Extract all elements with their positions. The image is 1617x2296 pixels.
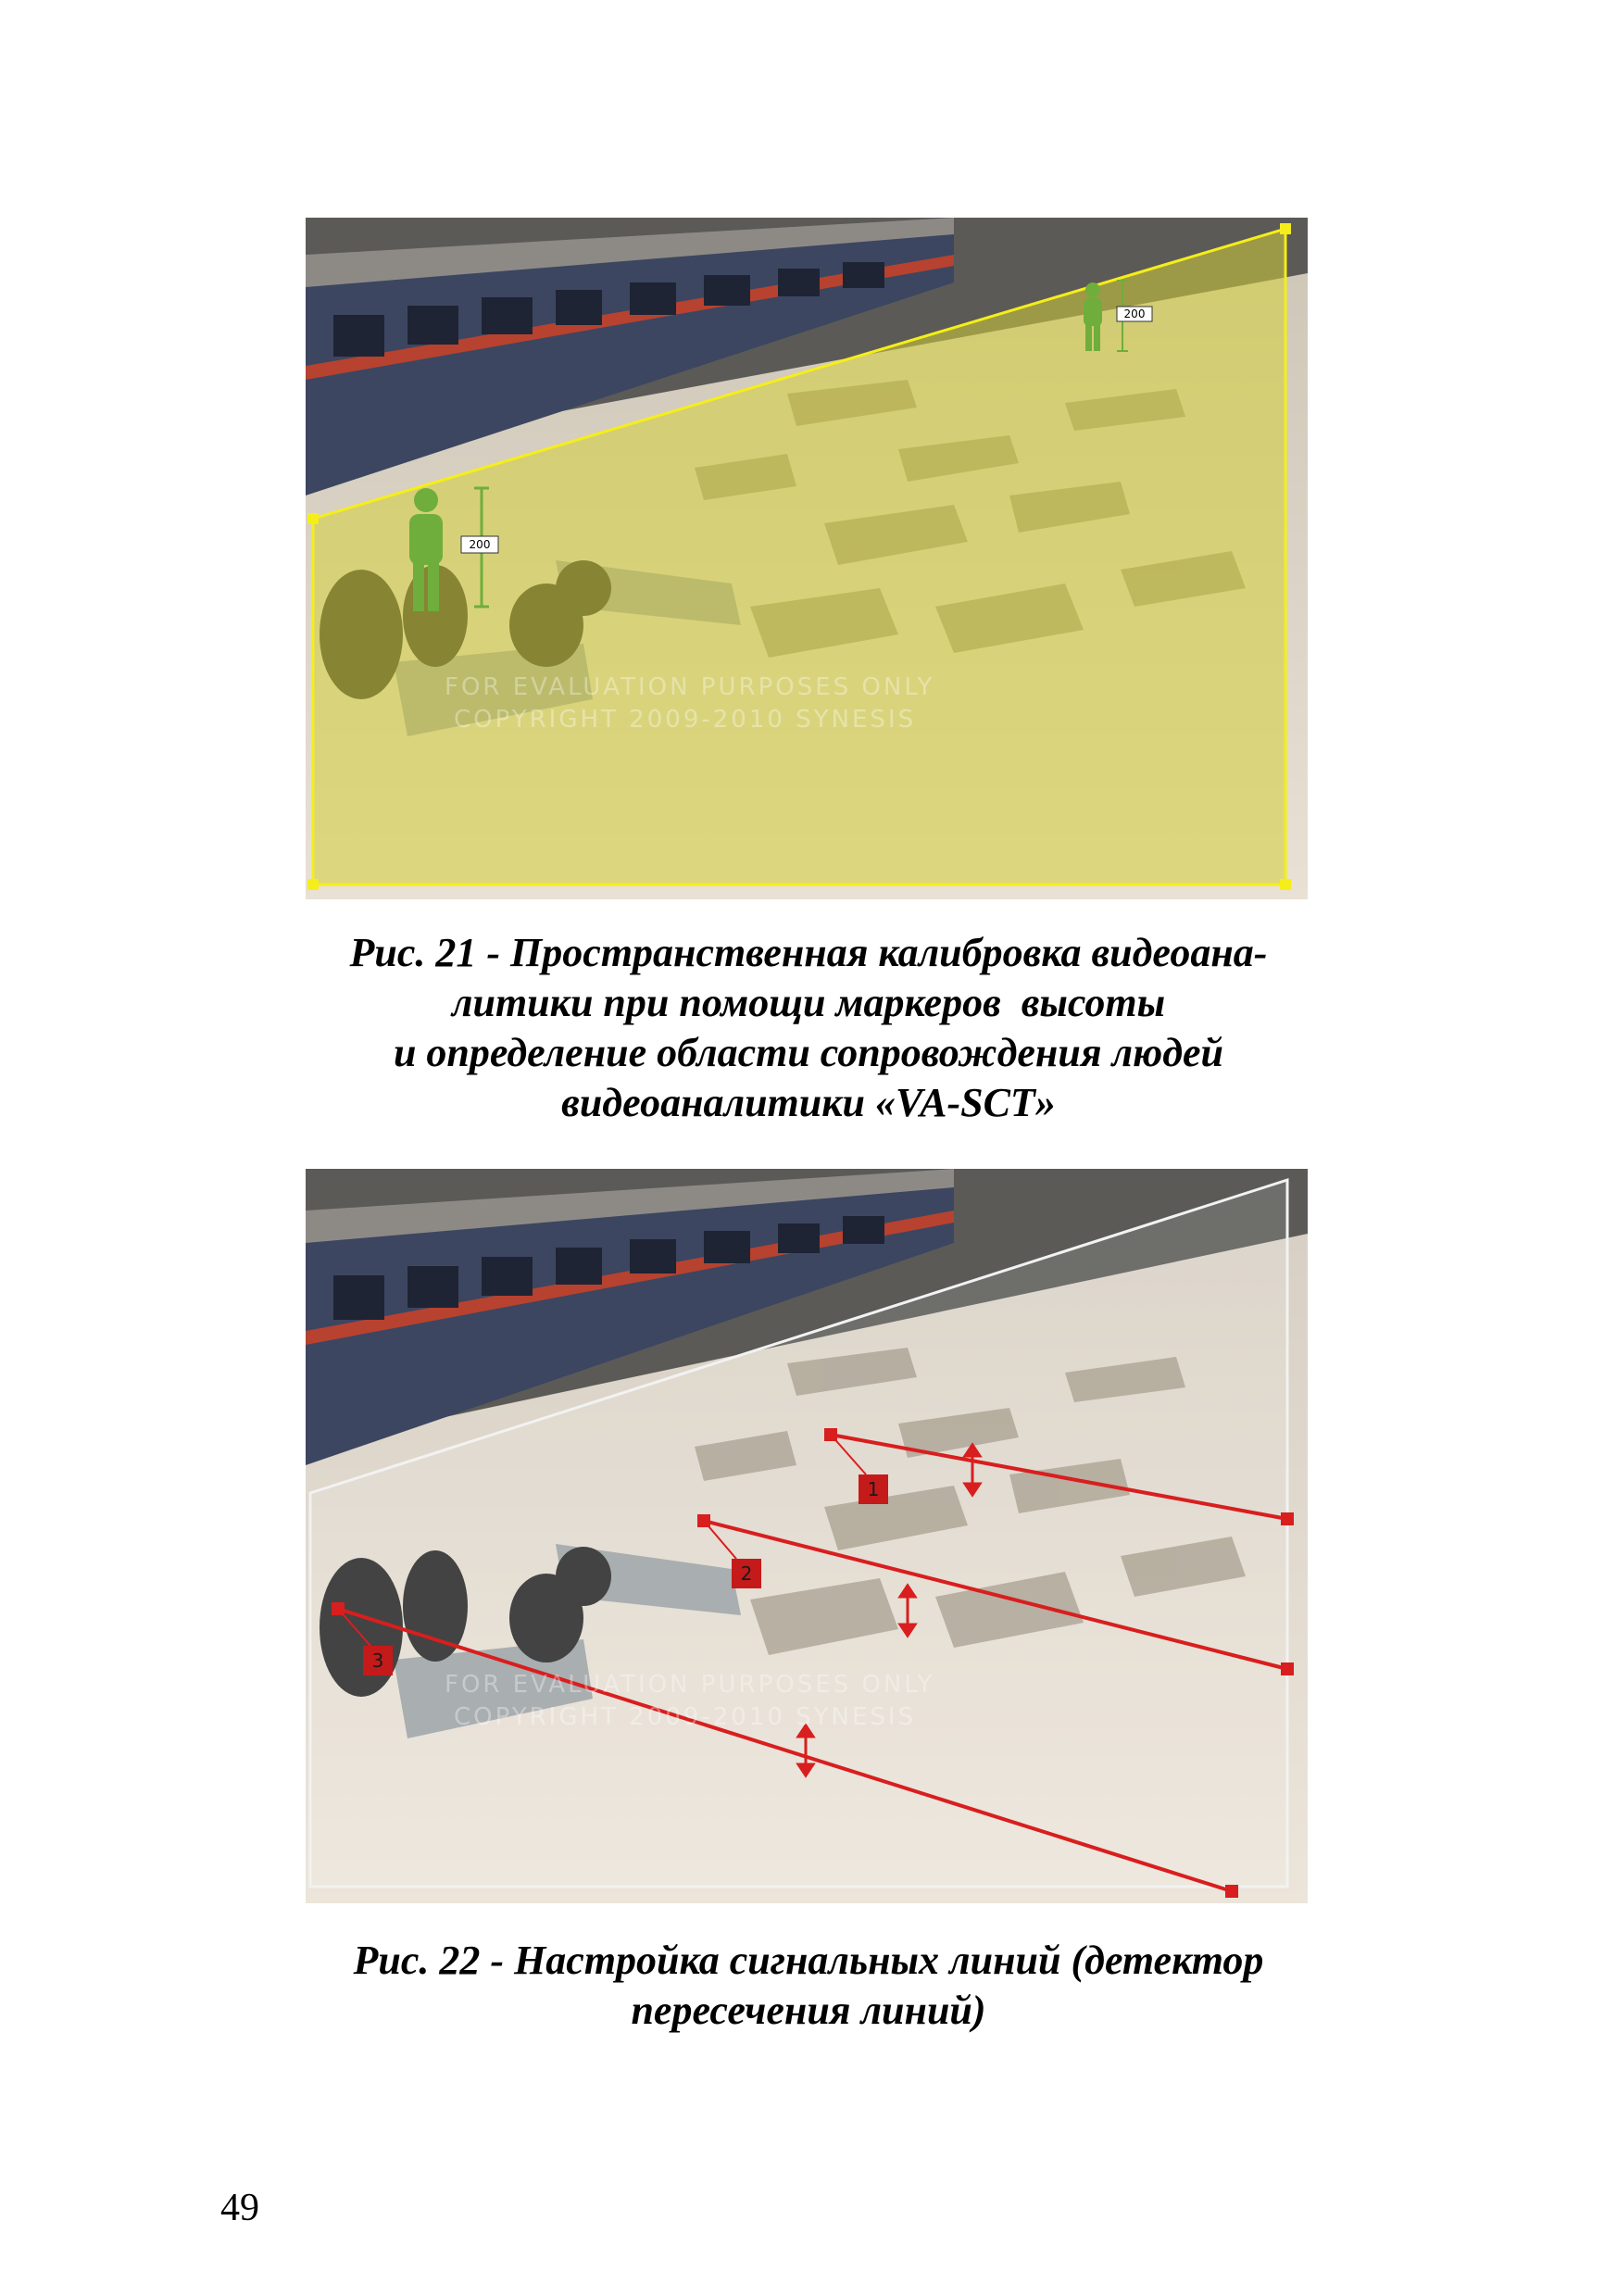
figure-22-image — [306, 1169, 1308, 1903]
height-value-label: 200 — [469, 538, 491, 551]
line-label-2: 2 — [740, 1562, 753, 1585]
line-label-1: 1 — [867, 1478, 880, 1500]
zone-handle[interactable] — [1280, 879, 1291, 890]
caption-line: Рис. 22 - Настройка сигнальных линий (детектор — [353, 1938, 1264, 1983]
page-number: 49 — [220, 2187, 259, 2229]
figure-22-scene — [306, 1169, 1308, 1903]
watermark-line-2: COPYRIGHT 2009-2010 SYNESIS — [454, 706, 917, 734]
zone-handle[interactable] — [307, 879, 319, 890]
zone-handle[interactable] — [1280, 223, 1291, 234]
caption-line: и определение области сопровождения людей — [393, 1030, 1224, 1075]
caption-line: литики при помощи маркеров высоты — [451, 980, 1166, 1025]
figure-21-caption — [0, 928, 1617, 1128]
line-label-3: 3 — [371, 1650, 384, 1672]
watermark-line-2: COPYRIGHT 2009-2010 SYNESIS — [454, 1703, 917, 1731]
caption-line: Рис. 21 - Пространственная калибровка видеоана- — [349, 930, 1268, 975]
height-value-label: 200 — [1123, 307, 1146, 320]
figure-21-scene — [306, 218, 1308, 899]
caption-line: пересечения линий) — [631, 1988, 986, 2033]
line-handle[interactable] — [1281, 1662, 1294, 1675]
watermark-line-1: FOR EVALUATION PURPOSES ONLY — [445, 1671, 935, 1699]
zone-handle[interactable] — [307, 513, 319, 524]
watermark-line-1: FOR EVALUATION PURPOSES ONLY — [445, 673, 935, 701]
figure-22-caption — [0, 1936, 1617, 2036]
caption-line: видеоаналитики «VA-SCT» — [561, 1080, 1056, 1125]
figure-21-image — [306, 218, 1308, 899]
line-handle[interactable] — [1281, 1512, 1294, 1525]
line-handle[interactable] — [1225, 1885, 1238, 1898]
